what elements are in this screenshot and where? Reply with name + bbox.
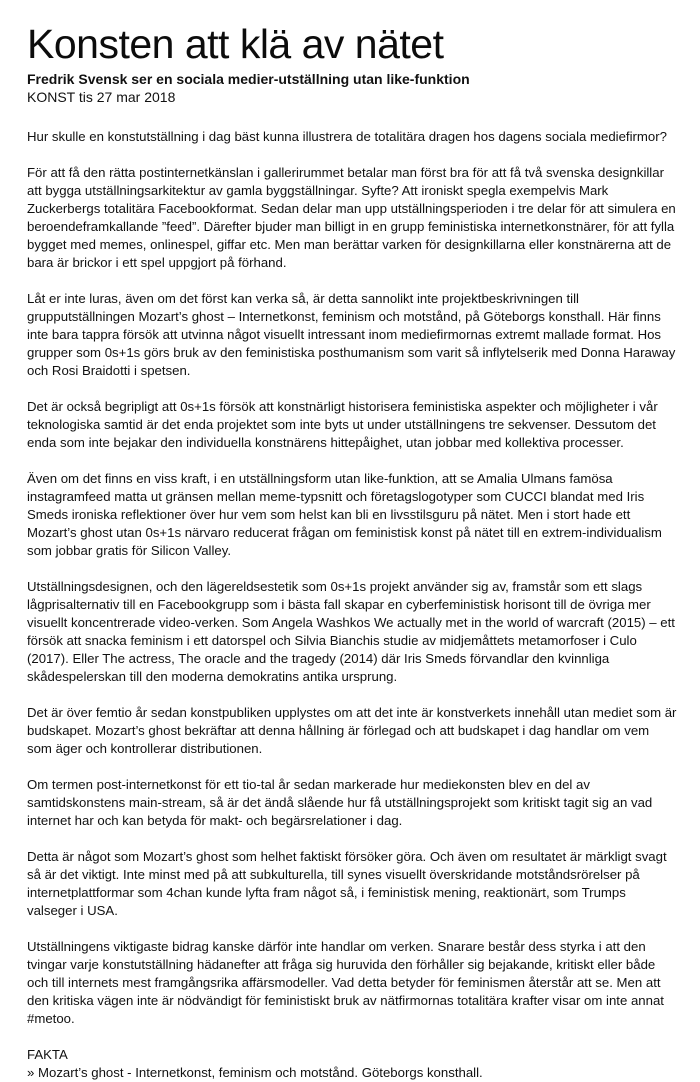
- article-subtitle: Fredrik Svensk ser en sociala medier-utställning utan like-funktion: [27, 71, 470, 87]
- body-paragraph: Det är över femtio år sedan konstpubliken upplystes om att det inte är konstverkets innehåll utan mediet som är budskapet. Mozart’s ghost bekräftar att denna hållning är förlegad och att budskapet i dag handlar om vem som äger och kontrollerar distributionen.: [27, 705, 677, 756]
- body-paragraph: Utställningsdesignen, och den lägereldsestetik som 0s+1s projekt använder sig av, framstår som ett slags lågprisalternativ till en Facebookgrupp som i bästa fall skapar en cyberfeministisk horisont till de övriga mer visuellt koncentrerade video-verken. Som Angela Washkos We actually met in the world of warcraft (2015) – ett försök att snacka feminism i ett datorspel och Silvia Bianchis studie av midjemåttets metamorfoser i Culo (2017). Eller The actress, The oracle and the tragedy (2014) där Iris Smeds förvandlar den kvinnliga skådespelerskan till den moderna demokratins antika ursprung.: [27, 579, 675, 684]
- article-body: [27, 128, 677, 1028]
- article-title: Konsten att klä av nätet: [27, 21, 444, 67]
- body-paragraph: Även om det finns en viss kraft, i en utställningsform utan like-funktion, att se Amalia Ulmans famösa instagramfeed matta ut gränsen mellan meme-typsnitt och företagslogotyper som CUCCI blandat med Iris Smeds ironiska reflektioner över hur vem som helst kan bli en livsstilsguru på nätet. Men i stort hade ett Mozart’s ghost utan 0s+1s närvaro reducerat frågan om feministisk konst på nätet till en extrem-individualism som jobbar gratis för Silicon Valley.: [27, 471, 662, 558]
- body-paragraph: Låt er inte luras, även om det först kan verka så, är detta sannolikt inte projektbeskrivningen till grupputställningen Mozart’s ghost – Internetkonst, feminism och motstånd, på Göteborgs konsthall. Här finns inte bara tappra försök att utvinna något visuellt intressant inom mediefirmornas extremt mallade format. Hos grupper som 0s+1s görs bruk av den feministiska posthumanism som varit så inflytelserik med Donna Haraway och Rosi Braidotti i spetsen.: [27, 291, 676, 378]
- fact-box-item: » Mozart’s ghost - Internetkonst, feminism och motstånd. Göteborgs konsthall.: [27, 1065, 483, 1080]
- body-paragraph: Det är också begripligt att 0s+1s försök att konstnärligt historisera feministiska aspekter och möjligheter i vår teknologiska samtid är det enda projektet som inte byts ut under utställningens tre sekvenser. Dessutom det enda som inte bejakar den individuella konstnärens hittepåighet, utan jobbar med kollektiva processer.: [27, 399, 658, 450]
- article: [27, 18, 677, 1082]
- body-paragraph: Hur skulle en konstutställning i dag bäst kunna illustrera de totalitära dragen hos dagens sociala mediefirmor?: [27, 129, 667, 144]
- fact-box-label: FAKTA: [27, 1047, 68, 1062]
- body-paragraph: För att få den rätta postinternetkänslan i gallerirummet betalar man först bra för att få två svenska designkillar att bygga utställningsarkitektur av gamla byggställningar. Syfte? Att ironiskt spegla exempelvis Mark Zuckerbergs totalitära Facebookformat. Sedan delar man upp utställningsperioden i tre delar för att simulera en beroendeframkallande ”feed”. Därefter bjuder man billigt in en grupp feministiska internetkonstnärer, för att fylla bygget med memes, onlinespel, giffar etc. Men man berättar varken för designkillarna eller konstnärerna att de bara är brickor i ett spel uppgjort på förhand.: [27, 165, 676, 270]
- body-paragraph: Detta är något som Mozart’s ghost som helhet faktiskt försöker göra. Och även om resultatet är märkligt svagt så är det viktigt. Inte minst med på att subkulturella, till synes visuellt överskridande motståndsrörelser på internetplattformar som 4chan kunde lyfta fram något så, i feministisk mening, reaktionärt, som Trumps valseger i USA.: [27, 849, 667, 918]
- body-paragraph: Utställningens viktigaste bidrag kanske därför inte handlar om verken. Snarare består dess styrka i att den tvingar varje konstutställning hädanefter att fråga sig huruvida den förhåller sig bejakande, kritiskt eller både och till internets mest framgångsrika affärsmodeller. Vad detta betyder för feminismen återstår att se. Men att den kritiska vägen inte är nödvändigt för feministiskt bruk av nätfirmornas totalitära krafter visar om inte annat #metoo.: [27, 939, 664, 1026]
- fact-box: [27, 1046, 677, 1082]
- body-paragraph: Om termen post-internetkonst för ett tio-tal år sedan markerade hur mediekonsten blev en del av samtidskonstens main-stream, så är det ändå slående hur få utställningsprojekt som kritiskt tagit sig an vad internet har och kan betyda för makt- och begärsrelationer i dag.: [27, 777, 653, 828]
- article-meta: KONST tis 27 mar 2018: [27, 89, 176, 105]
